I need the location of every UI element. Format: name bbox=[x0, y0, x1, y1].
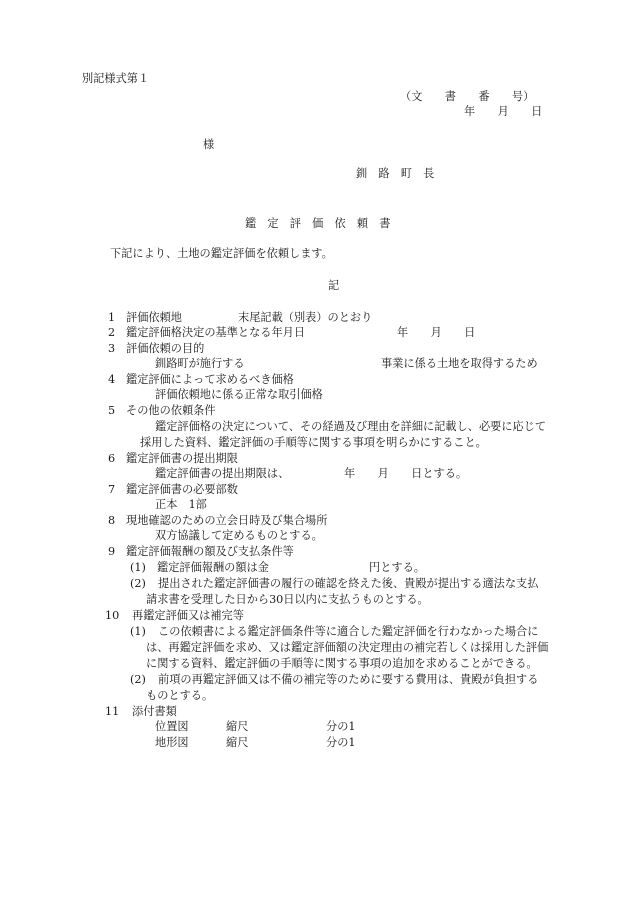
item-label: 鑑定評価によって求めるべき価格 bbox=[126, 373, 294, 386]
sub-item-text: は、再鑑定評価を求め、又は鑑定評価額の決定理由の補完若しくは採用した評価 bbox=[146, 641, 549, 654]
item-number: 8 bbox=[108, 514, 116, 527]
attachment-fraction: 分の1 bbox=[326, 736, 356, 749]
attachment-scale: 縮尺 bbox=[226, 720, 249, 733]
item-label: 現地確認のための立会日時及び集合場所 bbox=[126, 514, 328, 527]
item-detail: 評価依頼地に係る正常な取引価格 bbox=[155, 388, 323, 401]
intro-text: 下記により、土地の鑑定評価を依頼します。 bbox=[110, 247, 333, 260]
sub-item-text: ものとする。 bbox=[146, 689, 214, 702]
attachment-name: 位置図 bbox=[155, 720, 189, 733]
sub-item-text: 提出された鑑定評価書の履行の確認を終えた後、貴殿が提出する適法な支払 bbox=[158, 577, 539, 590]
item-label: 鑑定評価報酬の額及び支払条件等 bbox=[126, 545, 294, 558]
item-detail: 鑑定評価格の決定について、その経過及び理由を詳細に記載し、必要に応じて bbox=[155, 420, 547, 433]
item-number: 11 bbox=[105, 705, 120, 718]
form-label: 別記様式第１ bbox=[82, 72, 150, 85]
item-number: 10 bbox=[105, 609, 120, 622]
item-number: 5 bbox=[108, 404, 116, 417]
item-label: 評価依頼地 bbox=[126, 311, 182, 324]
sub-item-number: (2) bbox=[130, 673, 146, 686]
item-number: 6 bbox=[108, 452, 116, 465]
item-label: その他の依頼条件 bbox=[126, 404, 216, 417]
ki-heading: 記 bbox=[328, 279, 340, 292]
item-label: 鑑定評価書の提出期限 bbox=[126, 452, 238, 465]
sub-item-text: に関する資料、鑑定評価の手順等に関する事項の追加を求めることができる。 bbox=[146, 657, 538, 670]
item-label: 再鑑定評価又は補完等 bbox=[132, 609, 244, 622]
item-detail: 事業に係る土地を取得するため bbox=[381, 357, 538, 370]
item-detail: 採用した資料、鑑定評価の手順等に関する事項を明らかにすること。 bbox=[140, 436, 487, 449]
item-detail: 鑑定評価書の提出期限は、 bbox=[155, 467, 290, 480]
issuer: 釧 路 町 長 bbox=[356, 167, 435, 180]
item-detail: 正本 1部 bbox=[155, 498, 207, 511]
item-number: 9 bbox=[108, 545, 116, 558]
item-value: 年 月 日 bbox=[397, 326, 476, 339]
item-detail: 釧路町が施行する bbox=[155, 357, 245, 370]
item-number: 2 bbox=[108, 326, 116, 339]
item-detail: 年 月 日とする。 bbox=[344, 467, 468, 480]
item-detail: 双方協議して定めるものとする。 bbox=[155, 529, 323, 542]
item-label: 鑑定評価書の必要部数 bbox=[126, 483, 238, 496]
item-number: 7 bbox=[108, 483, 116, 496]
item-label: 添付書類 bbox=[132, 705, 177, 718]
attachment-name: 地形図 bbox=[155, 736, 189, 749]
sub-item-number: (1) bbox=[130, 625, 146, 638]
sub-item-text: 前項の再鑑定評価又は不備の補完等のために要する費用は、貴殿が負担する bbox=[158, 673, 539, 686]
item-number: 1 bbox=[108, 311, 116, 324]
document-title: 鑑 定 評 価 依 頼 書 bbox=[245, 217, 391, 230]
item-number: 3 bbox=[108, 342, 116, 355]
item-label: 評価依頼の目的 bbox=[126, 342, 205, 355]
document-number: （文 書 番 号） bbox=[400, 90, 535, 103]
sub-item-text: 請求書を受理した日から30日以内に支払うものとする。 bbox=[146, 593, 429, 606]
attachment-scale: 縮尺 bbox=[226, 736, 249, 749]
sub-item-text: 円とする。 bbox=[369, 561, 425, 574]
item-label: 鑑定評価格決定の基準となる年月日 bbox=[126, 326, 306, 339]
sub-item-text: この依頼書による鑑定評価条件等に適合した鑑定評価を行わなかった場合に bbox=[158, 625, 539, 638]
attachment-fraction: 分の1 bbox=[326, 720, 356, 733]
sub-item-number: (1) bbox=[130, 561, 146, 574]
date-line: 年 月 日 bbox=[464, 105, 543, 118]
sub-item-number: (2) bbox=[130, 577, 146, 590]
addressee-suffix: 様 bbox=[203, 138, 215, 151]
item-number: 4 bbox=[108, 373, 116, 386]
item-value: 末尾記載（別表）のとおり bbox=[238, 311, 373, 324]
sub-item-text: 鑑定評価報酬の額は金 bbox=[157, 561, 269, 574]
